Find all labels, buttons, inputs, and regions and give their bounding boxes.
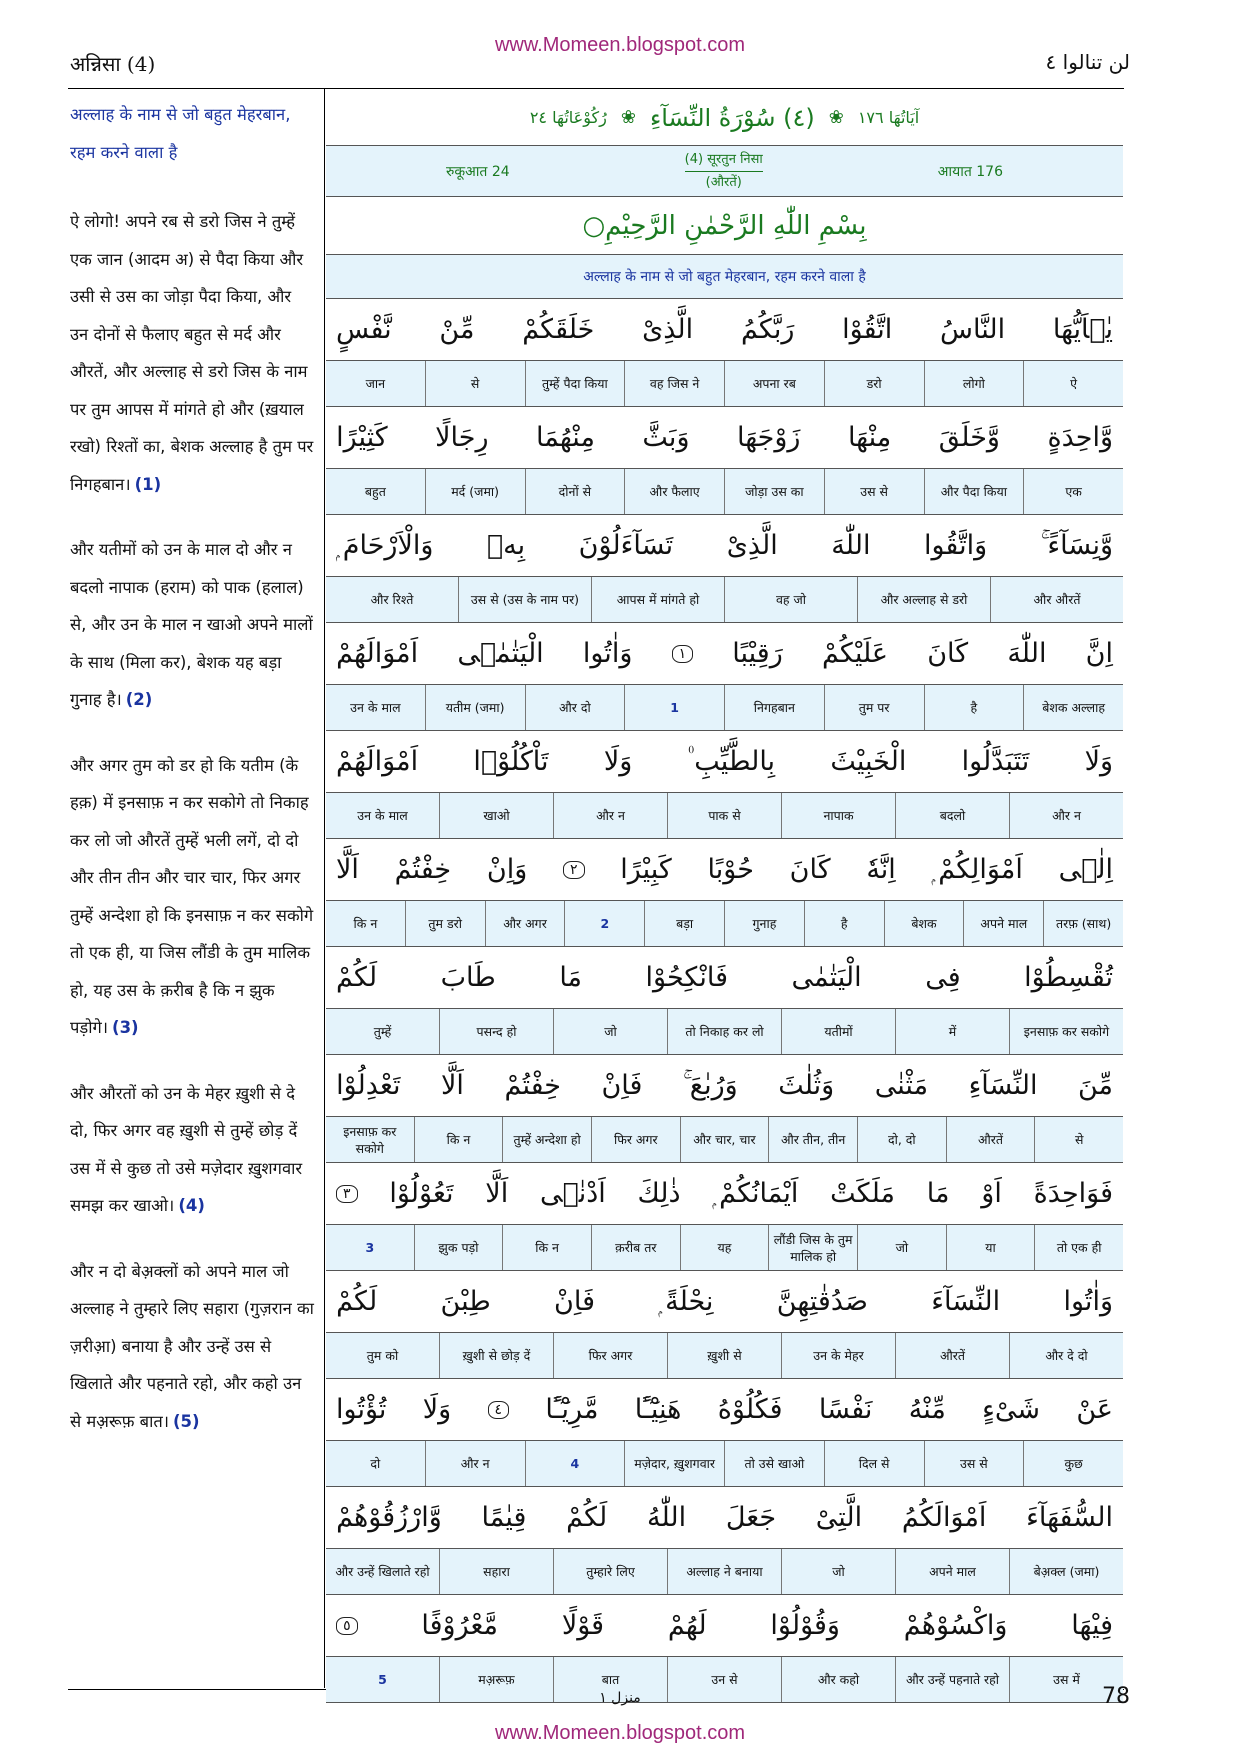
word-meaning-cell: औरतें bbox=[946, 1117, 1035, 1162]
word-meaning-cell: जो bbox=[553, 1009, 667, 1054]
translation-paragraph bbox=[70, 747, 314, 1047]
arabic-word: الْخَبِيْثَ bbox=[830, 746, 907, 777]
word-meaning-cell: और उन्हें पहनाते रहो bbox=[895, 1657, 1009, 1702]
arabic-word: وَلَا bbox=[1084, 746, 1113, 777]
arabic-verse-line bbox=[326, 1595, 1123, 1657]
word-meaning-row bbox=[326, 577, 1123, 623]
arabic-word: كَبِيْرًا bbox=[620, 854, 672, 885]
word-meaning-cell: जो bbox=[781, 1549, 895, 1594]
bismillah-translation: अल्लाह के नाम से जो बहुत मेहरबान, रहम करने वाला है bbox=[326, 255, 1123, 299]
arabic-verse-line bbox=[326, 1163, 1123, 1225]
word-meaning-cell: तो निकाह कर लो bbox=[667, 1009, 781, 1054]
arabic-word: مَّرِيْٓـًٔا bbox=[545, 1394, 599, 1425]
word-meaning-row bbox=[326, 901, 1123, 947]
word-meaning-cell: उन के माल bbox=[357, 808, 408, 823]
arabic-word: الَّذِىْ bbox=[642, 314, 694, 345]
word-meaning-cell: कुछ bbox=[1023, 1441, 1123, 1486]
arabic-word: مَلَكَتْ bbox=[830, 1178, 895, 1209]
word-meaning-cell: फिर अगर bbox=[553, 1333, 667, 1378]
arabic-word: شَىْءٍ bbox=[982, 1394, 1040, 1425]
word-meaning-cell: और फैलाए bbox=[624, 469, 724, 514]
word-meaning-cell: है bbox=[804, 901, 884, 946]
arabic-word: وَاكْسُوْهُمْ bbox=[903, 1610, 1008, 1641]
word-meaning-cell: दो, दो bbox=[857, 1117, 946, 1162]
word-meaning-cell: में bbox=[895, 1009, 1009, 1054]
arabic-word: مِنْهُمَا bbox=[536, 422, 595, 453]
translation-paragraph bbox=[70, 531, 314, 719]
arabic-word: طِبْنَ bbox=[440, 1286, 491, 1317]
arabic-word: اَلَّا bbox=[441, 1070, 464, 1101]
arabic-word: طَابَ bbox=[440, 962, 496, 993]
verse-number-cell: 2 bbox=[564, 901, 644, 946]
word-meaning-cell: और न bbox=[553, 793, 667, 838]
word-meaning-cell: अपना रब bbox=[724, 361, 824, 406]
ayah-end-marker: ٥ bbox=[336, 1617, 358, 1635]
arabic-word: فَوَاحِدَةً bbox=[1033, 1178, 1113, 1209]
word-meaning-cell: बेशक bbox=[884, 901, 964, 946]
word-meaning-cell: है bbox=[924, 685, 1024, 730]
arabic-word: وَثُلٰثَ bbox=[778, 1070, 835, 1101]
arabic-word: وَاٰتُوا bbox=[582, 638, 633, 669]
arabic-word: بِهٖ bbox=[486, 530, 526, 561]
word-meaning-cell: तुम्हें अन्देशा हो bbox=[502, 1117, 591, 1162]
translation-column bbox=[70, 96, 314, 1440]
arabic-word: فَاِنْ bbox=[554, 1286, 596, 1317]
word-meaning-cell: दिल से bbox=[824, 1441, 924, 1486]
arabic-verse-line bbox=[326, 1487, 1123, 1549]
arabic-word: اَمْوَالَهُمْ bbox=[336, 638, 419, 669]
word-meaning-cell: इनसाफ़ कर सकोगे bbox=[343, 1123, 397, 1156]
word-meaning-cell: बात bbox=[553, 1657, 667, 1702]
word-meaning-cell: तरफ़ (साथ) bbox=[1043, 901, 1123, 946]
verse-rows bbox=[326, 299, 1123, 1703]
arabic-word: لَكُمْ bbox=[336, 962, 378, 993]
translation-text: और औरतों को उन के मेहर ख़ुशी से दे दो, फिर अगर वह ख़ुशी से तुम्हें छोड़ दें उस में से कुछ तो उसे मज़ेदार ख़ुशगवार समझ कर खाओ। bbox=[70, 1083, 303, 1215]
word-meaning-row bbox=[326, 361, 1123, 407]
arabic-verse-line bbox=[326, 299, 1123, 361]
verse-number-cell: 5 bbox=[378, 1672, 387, 1687]
arabic-word: اَمْوَالِكُمْ ۭ bbox=[931, 853, 1023, 885]
word-meaning-cell: उस से (उस के नाम पर) bbox=[458, 577, 591, 622]
arabic-word: كَانَ bbox=[789, 854, 831, 885]
word-meaning-cell: तुम्हें bbox=[373, 1024, 392, 1039]
footer-website[interactable]: www.Momeen.blogspot.com bbox=[494, 1722, 746, 1744]
translation-text: ऐ लोगो! अपने रब से डरो जिस ने तुम्हें एक जान (आदम अ) से पैदा किया और उसी से उस का जोड़ा पैदा किया, और उन दोनों से फैलाए बहुत से मर्द और औरतें, और अल्लाह से डरो जिस के नाम पर तुम आपस में मांगते हो और (ख़याल रखो) रिश्तों का, बेशक अल्लाह है तुम पर निगहबान। bbox=[70, 212, 314, 494]
arabic-word: لَكُمْ bbox=[336, 1286, 378, 1317]
word-meaning-cell: उन से bbox=[667, 1657, 781, 1702]
flower-icon: ❀ bbox=[620, 107, 636, 128]
header-website[interactable]: www.Momeen.blogspot.com bbox=[494, 34, 746, 56]
word-meaning-cell: अपने माल bbox=[895, 1549, 1009, 1594]
arabic-word: تَاْكُلُوْۤا bbox=[473, 746, 549, 777]
arabic-word: اللّٰهُ bbox=[646, 1502, 687, 1533]
arabic-word: اللّٰهَ bbox=[831, 530, 871, 561]
surah-title-row bbox=[326, 90, 1123, 146]
arabic-word: الَّذِىْ bbox=[726, 530, 778, 561]
arabic-word: اَدْنٰۤى bbox=[540, 1178, 606, 1209]
arabic-word: وَاٰتُوا bbox=[1063, 1286, 1113, 1317]
arabic-word: خَلَقَكُمْ bbox=[522, 314, 595, 345]
ayah-end-marker: ١ bbox=[672, 645, 694, 663]
word-meaning-cell: जो bbox=[857, 1225, 946, 1270]
word-meaning-cell: कि न bbox=[502, 1225, 591, 1270]
word-meaning-cell: डरो bbox=[824, 361, 924, 406]
word-meaning-cell: लौंडी जिस के तुम मालिक हो bbox=[768, 1225, 857, 1270]
word-meaning-cell: जोड़ा उस का bbox=[724, 469, 824, 514]
arabic-word: لَكُمْ bbox=[566, 1502, 608, 1533]
arabic-word: وَّخَلَقَ bbox=[938, 422, 1000, 453]
word-meaning-cell: एक bbox=[1023, 469, 1123, 514]
arabic-word: مِّنَ bbox=[1077, 1070, 1113, 1101]
word-meaning-cell: यह bbox=[680, 1225, 769, 1270]
arabic-word: الَّتِىْ bbox=[815, 1502, 863, 1533]
arabic-word: كَثِيْرًا bbox=[336, 422, 388, 453]
word-meaning-cell: से bbox=[425, 361, 525, 406]
arabic-word: رِجَالًا bbox=[435, 422, 489, 453]
arabic-word: زَوْجَهَا bbox=[737, 422, 801, 453]
verse-number-cell: 4 bbox=[525, 1441, 625, 1486]
arabic-word: مَا bbox=[559, 962, 583, 993]
word-meaning-cell: वह जिस ने bbox=[624, 361, 724, 406]
word-meaning-row bbox=[326, 1549, 1123, 1595]
arabic-word: فَكُلُوْهُ bbox=[717, 1394, 783, 1425]
footer-manzil: منزل ١ bbox=[599, 1690, 641, 1706]
arabic-word: تَسَآءَلُوْنَ bbox=[578, 530, 674, 561]
word-meaning-row bbox=[326, 685, 1123, 731]
arabic-word: رَبَّكُمُ bbox=[740, 314, 795, 345]
arabic-word: وَبَثَّ bbox=[642, 422, 690, 453]
arabic-word: فِيْهَا bbox=[1071, 1610, 1113, 1641]
arabic-word: وَلَا bbox=[603, 746, 633, 777]
word-meaning-cell: और रिश्ते bbox=[370, 592, 414, 607]
arabic-word: نَّفْسٍ bbox=[336, 314, 392, 345]
word-meaning-cell: यतीमों bbox=[781, 1009, 895, 1054]
word-meaning-cell: उन के मेहर bbox=[781, 1333, 895, 1378]
word-meaning-cell: तुम को bbox=[366, 1348, 399, 1363]
column-divider bbox=[324, 88, 325, 1688]
word-meaning-cell: बहुत bbox=[364, 484, 386, 499]
arabic-word: وَّنِسَآءً ۚ bbox=[1040, 529, 1113, 561]
arabic-word: وَرُبٰعَ ۚ bbox=[682, 1069, 738, 1101]
word-meaning-cell: और न bbox=[1009, 793, 1123, 838]
word-meaning-cell: तो उसे खाओ bbox=[724, 1441, 824, 1486]
word-meaning-row bbox=[326, 469, 1123, 515]
arabic-word: نِحْلَةً ۭ bbox=[658, 1285, 714, 1317]
arabic-word: اَمْوَالَكُمُ bbox=[901, 1502, 987, 1533]
word-meaning-cell: उस से bbox=[824, 469, 924, 514]
ayah-end-marker: ٢ bbox=[563, 861, 585, 879]
word-meaning-cell: उन के माल bbox=[350, 700, 401, 715]
arabic-word: فَانْكِحُوْا bbox=[645, 962, 728, 993]
word-meaning-cell: यतीम (जमा) bbox=[425, 685, 525, 730]
word-meaning-cell: औरतें bbox=[895, 1333, 1009, 1378]
word-meaning-cell: ख़ुशी से bbox=[667, 1333, 781, 1378]
arabic-verse-line bbox=[326, 1271, 1123, 1333]
word-meaning-cell: क़रीब तर bbox=[591, 1225, 680, 1270]
arabic-word: اِنَّهٗ bbox=[866, 854, 896, 885]
arabic-word: عَلَيْكُمْ bbox=[821, 638, 889, 669]
word-meaning-cell: अपने माल bbox=[963, 901, 1043, 946]
ayat-count-hindi: आयात 176 bbox=[937, 163, 1003, 180]
arabic-word: حُوْبًا bbox=[707, 854, 754, 885]
word-meaning-cell: या bbox=[946, 1225, 1035, 1270]
word-meaning-cell: निगहबान bbox=[724, 685, 824, 730]
word-meaning-cell: तुम डरो bbox=[405, 901, 485, 946]
arabic-word: جَعَلَ bbox=[725, 1502, 777, 1533]
arabic-word: مَا bbox=[926, 1178, 950, 1209]
arabic-word: تَعُوْلُوْا bbox=[389, 1178, 454, 1209]
word-meaning-cell: कि न bbox=[414, 1117, 503, 1162]
arabic-word: صَدُقٰتِهِنَّ bbox=[776, 1286, 868, 1317]
surah-name-hindi-top: (4) सूरतुन निसा bbox=[685, 149, 763, 172]
word-meaning-cell: और औरतें bbox=[990, 577, 1123, 622]
arabic-word: اِلٰۤى bbox=[1058, 854, 1113, 885]
arabic-word: فِى bbox=[925, 962, 961, 993]
arabic-word: فَاِنْ bbox=[601, 1070, 643, 1101]
word-meaning-cell: जान bbox=[365, 376, 386, 391]
word-meaning-cell: मअ़रूफ़ bbox=[439, 1657, 553, 1702]
arabic-word: مَّعْرُوْفًا bbox=[421, 1610, 498, 1641]
translation-text: अल्लाह के नाम से जो बहुत मेहरबान, रहम करने वाला है bbox=[70, 105, 291, 162]
word-meaning-cell: और न bbox=[425, 1441, 525, 1486]
ruku-count-hindi: रुकूआत 24 bbox=[446, 163, 510, 180]
arabic-word: السُّفَهَآءَ bbox=[1026, 1502, 1113, 1533]
translation-paragraph bbox=[70, 1253, 314, 1441]
bismillah-arabic: بِسْمِ اللّٰهِ الرَّحْمٰنِ الرَّحِيْمِ○ bbox=[326, 197, 1123, 255]
translation-text: और न दो बेअ़क्लों को अपने माल जो अल्लाह ने तुम्हारे लिए सहारा (गुज़रान का ज़रीआ़) बनाया है और उन्हें उस से खिलाते और पहनाते रहो, और कहो उन से मअ़रूफ़ बात। bbox=[70, 1261, 314, 1431]
ayat-count-arabic: آيَاتُهَا ١٧٦ bbox=[857, 108, 920, 127]
surah-info-row bbox=[326, 146, 1123, 197]
arabic-word: وَلَا bbox=[422, 1394, 452, 1425]
arabic-word: وَاِنْ bbox=[486, 854, 528, 885]
word-by-word-column bbox=[326, 90, 1123, 1703]
verse-number-cell: 3 bbox=[365, 1240, 375, 1255]
word-meaning-cell: से bbox=[1034, 1117, 1123, 1162]
flower-icon: ❀ bbox=[828, 107, 844, 128]
arabic-word: الْيَتٰمٰى bbox=[791, 962, 862, 993]
word-meaning-cell: पसन्द हो bbox=[439, 1009, 553, 1054]
translation-paragraph bbox=[70, 1075, 314, 1225]
arabic-verse-line bbox=[326, 1379, 1123, 1441]
word-meaning-cell: और कहो bbox=[781, 1657, 895, 1702]
arabic-word: اَلَّا bbox=[485, 1178, 509, 1209]
word-meaning-cell: मज़ेदार, ख़ुशगवार bbox=[624, 1441, 724, 1486]
arabic-word: اَلَّا bbox=[336, 854, 359, 885]
word-meaning-cell: बदलो bbox=[895, 793, 1009, 838]
arabic-word: مِّنْهُ bbox=[908, 1394, 946, 1425]
verse-number: (2) bbox=[125, 690, 153, 709]
arabic-word: نَفْسًا bbox=[818, 1394, 873, 1425]
arabic-verse-line bbox=[326, 515, 1123, 577]
ayah-end-marker: ٣ bbox=[336, 1185, 358, 1203]
word-meaning-cell: आपस में मांगते हो bbox=[591, 577, 724, 622]
word-meaning-cell: और अगर bbox=[485, 901, 565, 946]
arabic-word: بِالطَّيِّبِ ۠ bbox=[687, 745, 776, 777]
arabic-verse-line bbox=[326, 623, 1123, 685]
word-meaning-row bbox=[326, 1225, 1123, 1271]
arabic-word: وَقُوْلُوْا bbox=[770, 1610, 840, 1641]
word-meaning-cell: ऐ bbox=[1023, 361, 1123, 406]
arabic-word: كَانَ bbox=[927, 638, 969, 669]
header-surah-name: अन्निसा (4) bbox=[70, 52, 156, 76]
word-meaning-cell: और दो bbox=[525, 685, 625, 730]
word-meaning-cell: तुम्हें पैदा किया bbox=[525, 361, 625, 406]
word-meaning-cell: कि न bbox=[353, 916, 378, 931]
arabic-word: مِّنْ bbox=[439, 314, 475, 345]
word-meaning-row bbox=[326, 793, 1123, 839]
word-meaning-cell: तो एक ही bbox=[1034, 1225, 1123, 1270]
arabic-word: اَيْمَانُكُمْ ۭ bbox=[712, 1177, 799, 1209]
translation-paragraph bbox=[70, 96, 314, 171]
word-meaning-cell: उस से bbox=[924, 1441, 1024, 1486]
word-meaning-cell: मर्द (जमा) bbox=[425, 469, 525, 514]
arabic-verse-line bbox=[326, 839, 1123, 901]
arabic-word: النَّاسُ bbox=[940, 314, 1006, 345]
page-number: 78 bbox=[1102, 1684, 1130, 1709]
word-meaning-cell: और अल्लाह से डरो bbox=[857, 577, 990, 622]
word-meaning-cell: वह जो bbox=[724, 577, 857, 622]
header-juz-name: لن تنالوا ٤ bbox=[1045, 50, 1130, 74]
surah-name-arabic: (٤) سُوْرَةُ النِّسَآءِ bbox=[649, 103, 815, 132]
verse-number: (4) bbox=[178, 1196, 205, 1215]
word-meaning-cell: फिर अगर bbox=[591, 1117, 680, 1162]
arabic-word: مَثْنٰى bbox=[874, 1070, 929, 1101]
word-meaning-cell: और दे दो bbox=[1009, 1333, 1123, 1378]
word-meaning-cell: लोगो bbox=[924, 361, 1024, 406]
arabic-word: يٰۤاَيُّهَا bbox=[1052, 314, 1113, 345]
word-meaning-cell: खाओ bbox=[439, 793, 553, 838]
arabic-word: تَعْدِلُوْا bbox=[336, 1070, 401, 1101]
verse-number: (5) bbox=[173, 1411, 200, 1431]
word-meaning-cell: तुम्हारे लिए bbox=[553, 1549, 667, 1594]
arabic-word: هَنِيْٓـًٔا bbox=[634, 1394, 682, 1425]
word-meaning-cell: अल्लाह ने बनाया bbox=[667, 1549, 781, 1594]
word-meaning-row bbox=[326, 1333, 1123, 1379]
word-meaning-cell: झुक पड़ो bbox=[414, 1225, 503, 1270]
arabic-word: اَوْ bbox=[981, 1178, 1002, 1209]
arabic-word: لَهُمْ bbox=[667, 1610, 707, 1641]
arabic-word: اللّٰهَ bbox=[1007, 638, 1047, 669]
surah-name-hindi bbox=[685, 149, 763, 194]
arabic-word: وَّارْزُقُوْهُمْ bbox=[336, 1502, 442, 1533]
arabic-verse-line bbox=[326, 947, 1123, 1009]
arabic-word: عَنْ bbox=[1076, 1394, 1113, 1425]
arabic-word: النِّسَآءَ bbox=[931, 1286, 1001, 1317]
word-meaning-row bbox=[326, 1117, 1123, 1163]
arabic-word: اتَّقُوْا bbox=[842, 314, 893, 345]
word-meaning-cell: और पैदा किया bbox=[924, 469, 1024, 514]
arabic-word: خِفْتُمْ bbox=[504, 1070, 561, 1101]
word-meaning-cell: और चार, चार bbox=[680, 1117, 769, 1162]
word-meaning-cell: बड़ा bbox=[644, 901, 724, 946]
arabic-word: مِنْهَا bbox=[847, 422, 892, 453]
word-meaning-cell: और उन्हें खिलाते रहो bbox=[335, 1564, 430, 1579]
word-meaning-cell: और तीन, तीन bbox=[768, 1117, 857, 1162]
word-meaning-cell: सहारा bbox=[439, 1549, 553, 1594]
word-meaning-cell: ख़ुशी से छोड़ दें bbox=[439, 1333, 553, 1378]
word-meaning-cell: उस में bbox=[1009, 1657, 1123, 1702]
arabic-word: تُؤْتُوا bbox=[336, 1394, 387, 1425]
arabic-word: وَاتَّقُوا bbox=[923, 530, 988, 561]
word-meaning-row bbox=[326, 1441, 1123, 1487]
arabic-word: ذٰلِكَ bbox=[637, 1178, 681, 1209]
arabic-word: اِنَّ bbox=[1085, 638, 1113, 669]
translation-text: और यतीमों को उन के माल दो और न बदलो नापाक (हराम) को पाक (हलाल) से, और उन के माल न खाओ अपने मालों के साथ (मिला कर), बेशक यह बड़ा गुनाह है। bbox=[70, 540, 313, 709]
verse-number: (1) bbox=[134, 474, 162, 494]
word-meaning-cell: नापाक bbox=[781, 793, 895, 838]
arabic-word: النِّسَآءِ bbox=[968, 1070, 1038, 1101]
word-meaning-cell: दो bbox=[370, 1456, 381, 1471]
arabic-word: اَمْوَالَهُمْ bbox=[336, 746, 419, 777]
word-meaning-cell: बेअ़क्ल (जमा) bbox=[1009, 1549, 1123, 1594]
word-meaning-cell: गुनाह bbox=[724, 901, 804, 946]
arabic-word: خِفْتُمْ bbox=[394, 854, 452, 885]
arabic-verse-line bbox=[326, 407, 1123, 469]
ayah-end-marker: ٤ bbox=[488, 1401, 510, 1419]
arabic-verse-line bbox=[326, 731, 1123, 793]
verse-number: (3) bbox=[112, 1018, 139, 1037]
translation-paragraph bbox=[70, 203, 314, 503]
arabic-word: رَقِيْبًا bbox=[732, 638, 783, 669]
word-meaning-cell: इनसाफ़ कर सकोगे bbox=[1009, 1009, 1123, 1054]
word-meaning-cell: दोनों से bbox=[525, 469, 625, 514]
word-meaning-row bbox=[326, 1009, 1123, 1055]
arabic-word: تُقْسِطُوْا bbox=[1024, 962, 1113, 993]
word-meaning-cell: बेशक अल्लाह bbox=[1023, 685, 1123, 730]
arabic-word: وَالْاَرْحَامَ ۭ bbox=[336, 529, 434, 561]
ruku-count-arabic: رُكُوْعَاتُهَا ٢٤ bbox=[529, 108, 607, 127]
word-meaning-cell: तुम पर bbox=[824, 685, 924, 730]
arabic-word: تَتَبَدَّلُوا bbox=[961, 746, 1030, 777]
arabic-word: وَّاحِدَةٍ bbox=[1047, 422, 1113, 453]
translation-text: और अगर तुम को डर हो कि यतीम (के हक़) में इनसाफ़ न कर सकोगे तो निकाह कर लो जो औरतें तुम्हें भली लगें, दो दो और तीन तीन और चार चार, फिर अगर तुम्हें अन्देशा हो कि इनसाफ़ न कर सकोगे तो एक ही, या जिस लौंडी के तुम मालिक हो, यह उस के क़रीब है कि न झुक पड़ोगे। bbox=[70, 755, 314, 1037]
arabic-word: الْيَتٰمٰۤى bbox=[457, 638, 544, 669]
verse-number-cell: 1 bbox=[624, 685, 724, 730]
arabic-verse-line bbox=[326, 1055, 1123, 1117]
word-meaning-cell: पाक से bbox=[667, 793, 781, 838]
arabic-word: قَوْلًا bbox=[561, 1610, 605, 1641]
arabic-word: قِيٰمًا bbox=[481, 1502, 527, 1533]
surah-name-hindi-bottom: (औरतें) bbox=[705, 174, 742, 190]
